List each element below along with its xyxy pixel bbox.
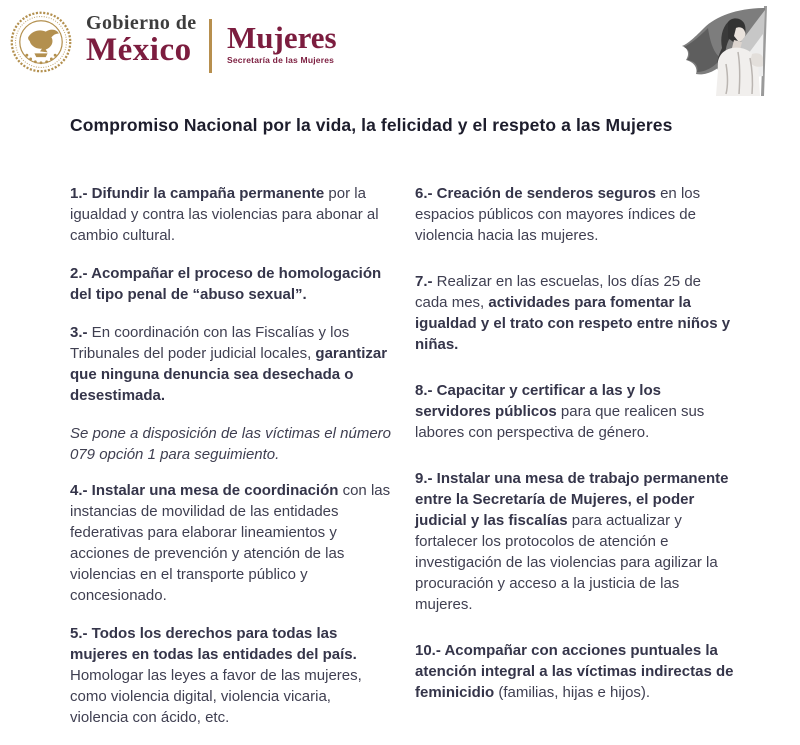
- commitments-left-column: [70, 183, 392, 745]
- page-title: Compromiso Nacional por la vida, la felicidad y el respeto a las Mujeres: [70, 115, 673, 135]
- commitment-text: (familias, hijas e hijos).: [494, 684, 651, 701]
- commitment-text: Se pone a disposición de las víctimas el número 079 opción 1 para seguimiento.: [70, 425, 392, 463]
- page-header: [0, 0, 800, 102]
- commitment-item: [415, 380, 737, 443]
- commitment-text: Realizar en las escuelas, los días 25 de cada mes,: [415, 273, 701, 311]
- commitment-text-bold: 3.-: [70, 324, 88, 341]
- commitment-text: por la igualdad y contra las violencias para abonar al cambio cultural.: [70, 185, 379, 244]
- commitment-item: [70, 263, 392, 305]
- commitment-item: [415, 183, 737, 246]
- government-logo-line1: Gobierno de: [86, 12, 197, 34]
- commitment-text: Homologar las leyes a favor de las mujeres, como violencia digital, violencia vicaria, violencia con ácido, etc.: [70, 667, 362, 726]
- commitment-text: En coordinación con las Fiscalías y los Tribunales del poder judicial locales,: [70, 324, 350, 362]
- secretariat-logo-subtitle: Secretaría de las Mujeres: [227, 55, 335, 65]
- commitments-right-column: [415, 183, 737, 728]
- commitment-text-bold: 2.- Acompañar el proceso de homologación del tipo penal de “abuso sexual”.: [70, 265, 382, 303]
- commitment-text-bold: 9.- Instalar una mesa de trabajo permanente entre la Secretaría de Mujeres, el poder judicial y las fiscalías: [415, 470, 729, 529]
- commitment-item: [70, 183, 392, 246]
- mexican-coat-of-arms-seal-icon: [8, 6, 74, 78]
- commitment-text-bold: 1.- Difundir la campaña permanente: [70, 185, 325, 202]
- commitment-item: [415, 271, 737, 355]
- commitment-item: [70, 480, 392, 606]
- commitment-text: en los espacios públicos con mayores índices de violencia hacia las mujeres.: [415, 185, 701, 244]
- government-logo: [86, 13, 197, 67]
- commitment-item: [70, 322, 392, 406]
- secretariat-logo: [227, 22, 337, 65]
- commitment-text-bold: 10.- Acompañar con acciones puntuales la atención integral a las víctimas indirectas de feminicidio: [415, 642, 734, 701]
- government-logo-line2: México: [86, 32, 192, 68]
- commitment-item: [415, 640, 737, 703]
- commitment-text: con las instancias de movilidad de las entidades federativas para elaborar lineamientos y acciones de prevención y atención de las violencias en el transporte público y concesionado.: [70, 482, 391, 604]
- commitment-text-bold: 8.- Capacitar y certificar a las y los servidores públicos: [415, 382, 661, 420]
- secretariat-logo-name: Mujeres: [227, 20, 337, 55]
- commitment-text-bold: 5.- Todos los derechos para todas las mujeres en todas las entidades del país.: [70, 625, 357, 663]
- commitment-text-bold: 6.- Creación de senderos seguros: [415, 185, 656, 202]
- commitment-text-bold: garantizar que ninguna denuncia sea desechada o desestimada.: [70, 345, 388, 404]
- woman-holding-flag-illustration-icon: [668, 4, 790, 96]
- commitment-text: para que realicen sus labores con perspectiva de género.: [415, 403, 705, 441]
- commitment-text-bold: actividades para fomentar la igualdad y el trato con respeto entre niños y niñas.: [415, 294, 731, 353]
- header-divider: [209, 19, 212, 73]
- commitment-item: [70, 623, 392, 728]
- commitment-text-bold: 4.- Instalar una mesa de coordinación: [70, 482, 339, 499]
- commitment-item: [415, 468, 737, 615]
- commitment-text: para actualizar y fortalecer los protocolos de atención e investigación de las violencias para agilizar la procuración y acceso a la justicia de las mujeres.: [415, 512, 718, 613]
- victim-helpline-note: [70, 423, 392, 465]
- commitment-text-bold: 7.-: [415, 273, 433, 290]
